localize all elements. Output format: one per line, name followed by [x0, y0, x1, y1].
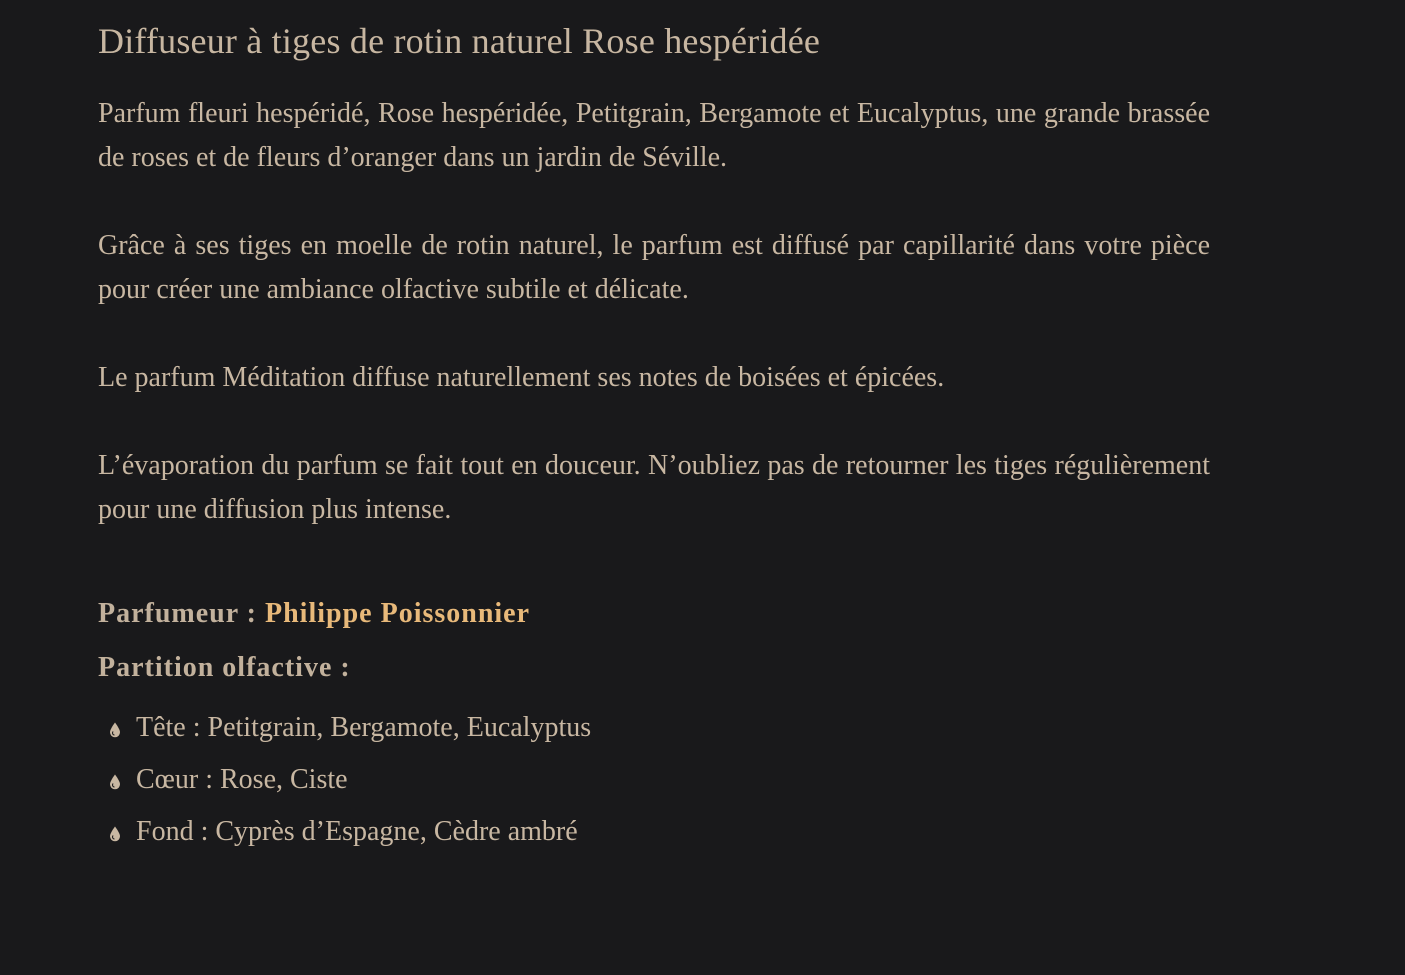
note-item-head — [98, 708, 1210, 748]
note-item-base — [98, 812, 1210, 852]
note-item-heart — [98, 760, 1210, 800]
note-text: Fond : Cyprès d’Espagne, Cèdre ambré — [136, 816, 578, 847]
drop-icon — [109, 774, 121, 790]
credits — [98, 596, 1210, 852]
drop-icon — [109, 722, 121, 738]
description-paragraph: Le parfum Méditation diffuse naturellement ses notes de boisées et épicées. — [98, 362, 945, 393]
product-title: Diffuseur à tiges de rotin naturel Rose hespéridée — [98, 21, 821, 61]
drop-icon — [109, 826, 121, 842]
description-paragraph: Parfum fleuri hespéridé, Rose hespéridée, Petitgrain, Bergamote et Eucalyptus, une grande brassée de roses et de fleurs d’oranger dans un jardin de Séville. — [98, 98, 1210, 173]
perfumer-name[interactable]: Philippe Poissonnier — [265, 598, 531, 629]
product-description — [98, 0, 1210, 864]
notes-list — [98, 708, 1210, 852]
note-text: Cœur : Rose, Ciste — [136, 764, 348, 795]
perfumer-label: Parfumeur : — [98, 598, 265, 629]
perfumer-line — [98, 596, 1210, 632]
note-text: Tête : Petitgrain, Bergamote, Eucalyptus — [136, 712, 592, 743]
description-paragraph: L’évaporation du parfum se fait tout en douceur. N’oubliez pas de retourner les tiges régulièrement pour une diffusion plus intense. — [98, 450, 1210, 525]
partition-label: Partition olfactive : — [98, 652, 351, 683]
description-paragraph: Grâce à ses tiges en moelle de rotin naturel, le parfum est diffusé par capillarité dans votre pièce pour créer une ambiance olfactive subtile et délicate. — [98, 230, 1210, 305]
